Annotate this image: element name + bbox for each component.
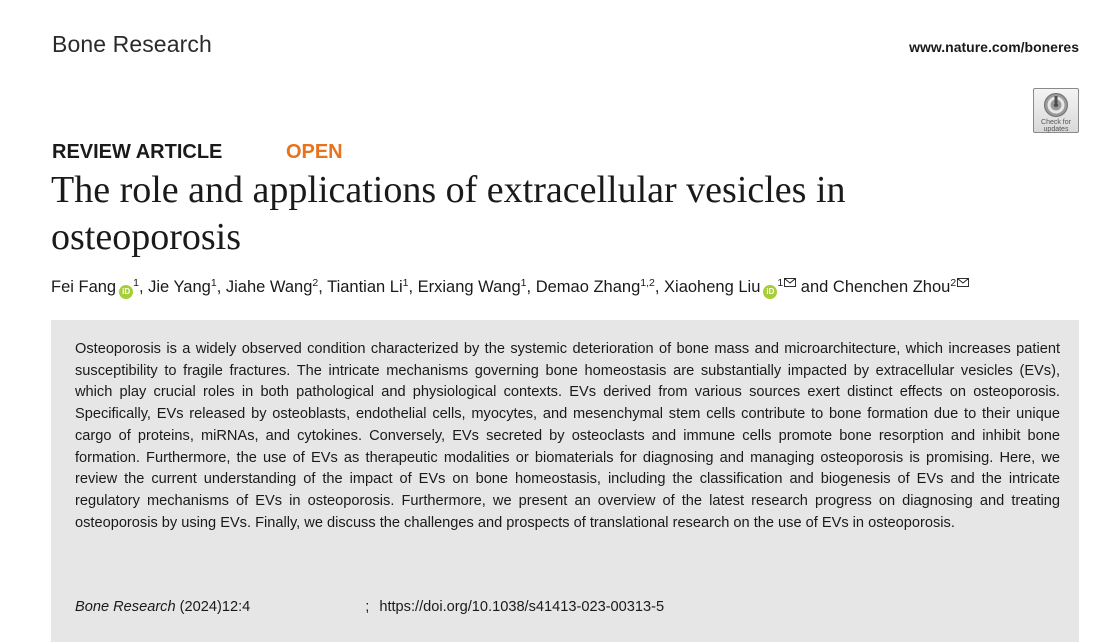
author-name[interactable]: Xiaoheng Liu [664, 278, 761, 296]
author-separator: , [654, 278, 665, 296]
check-updates-label: Check for updates [1041, 119, 1071, 133]
author-entry [418, 278, 536, 296]
author-entry [536, 278, 664, 296]
author-affiliation: 1,2 [640, 277, 655, 289]
article-type-row [52, 141, 343, 164]
journal-url-link[interactable]: www.nature.com/boneres [909, 39, 1079, 55]
author-affiliation: 2 [950, 277, 957, 289]
author-affiliation: 1 [402, 277, 409, 289]
author-separator: , [408, 278, 418, 296]
article-type: REVIEW ARTICLE [52, 141, 223, 163]
author-list [51, 278, 969, 299]
author-affiliation: 1 [777, 277, 784, 289]
author-entry [148, 278, 226, 296]
citation-separator: ; [365, 599, 370, 615]
citation-line [75, 599, 664, 615]
envelope-icon[interactable] [784, 278, 796, 287]
orcid-icon[interactable]: iD [763, 285, 777, 299]
author-name[interactable]: Tiantian Li [327, 278, 403, 296]
author-affiliation: 1 [133, 277, 139, 289]
author-entry [833, 278, 969, 296]
author-separator: , [526, 278, 536, 296]
article-title: The role and applications of extracellular vesicles in osteoporosis [51, 169, 846, 258]
journal-name: Bone Research [52, 31, 212, 57]
envelope-icon[interactable] [957, 278, 969, 287]
author-name[interactable]: Demao Zhang [535, 278, 641, 296]
author-name[interactable]: Erxiang Wang [417, 278, 521, 296]
citation-volume: (2024)12:4 [175, 599, 251, 615]
author-name[interactable]: Chenchen Zhou [832, 278, 951, 296]
open-access-label: OPEN [285, 141, 343, 163]
author-affiliation: 1 [520, 277, 527, 289]
author-name[interactable]: Jie Yang [148, 278, 211, 296]
author-entry [226, 278, 327, 296]
abstract-panel [51, 320, 1079, 642]
check-updates-graphic [1043, 92, 1069, 118]
author-affiliation: 2 [312, 277, 319, 289]
author-separator: , [318, 278, 328, 296]
author-affiliation: 1 [210, 277, 217, 289]
author-name[interactable]: Fei Fang [51, 278, 117, 296]
citation-doi-link[interactable]: https://doi.org/10.1038/s41413-023-00313-5 [379, 599, 665, 615]
author-name[interactable]: Jiahe Wang [225, 278, 313, 296]
orcid-icon[interactable]: iD [119, 285, 133, 299]
author-entry [327, 278, 418, 296]
check-for-updates-icon[interactable] [1033, 88, 1079, 133]
author-entry [51, 278, 148, 296]
author-separator: , [138, 278, 149, 296]
author-separator: , [216, 278, 226, 296]
citation-journal: Bone Research [75, 599, 176, 615]
abstract-text: Osteoporosis is a widely observed condition characterized by the systemic deterioration of bone mass and microarchitecture, which increases patient susceptibility to fragile fractures. The intricate mechanisms governing bone homeostasis are substantially impacted by extracellular vesicles (EVs), which play crucial roles in both pathological and physiological contexts. EVs derived from various sources exert distinct effects on osteoporosis. Specifically, EVs released by osteoblasts, endothelial cells, myocytes, and mesenchymal stem cells contribute to bone formation due to their unique cargo of proteins, miRNAs, and cytokines. Conversely, EVs secreted by osteoclasts and immune cells promote bone resorption and inhibit bone formation. Furthermore, the use of EVs as therapeutic modalities or biomaterials for diagnosing and managing osteoporosis is promising. Here, we review the current understanding of the impact of EVs on bone homeostasis, including the classification and biogenesis of EVs and the intricate regulatory mechanisms of EVs in osteoporosis. Furthermore, we present an overview of the latest research progress on diagnosing and treating osteoporosis by using EVs. Finally, we discuss the challenges and prospects of translational research on the use of EVs in osteoporosis. [75, 341, 1060, 531]
author-separator: and [796, 278, 833, 296]
author-entry [664, 278, 833, 296]
